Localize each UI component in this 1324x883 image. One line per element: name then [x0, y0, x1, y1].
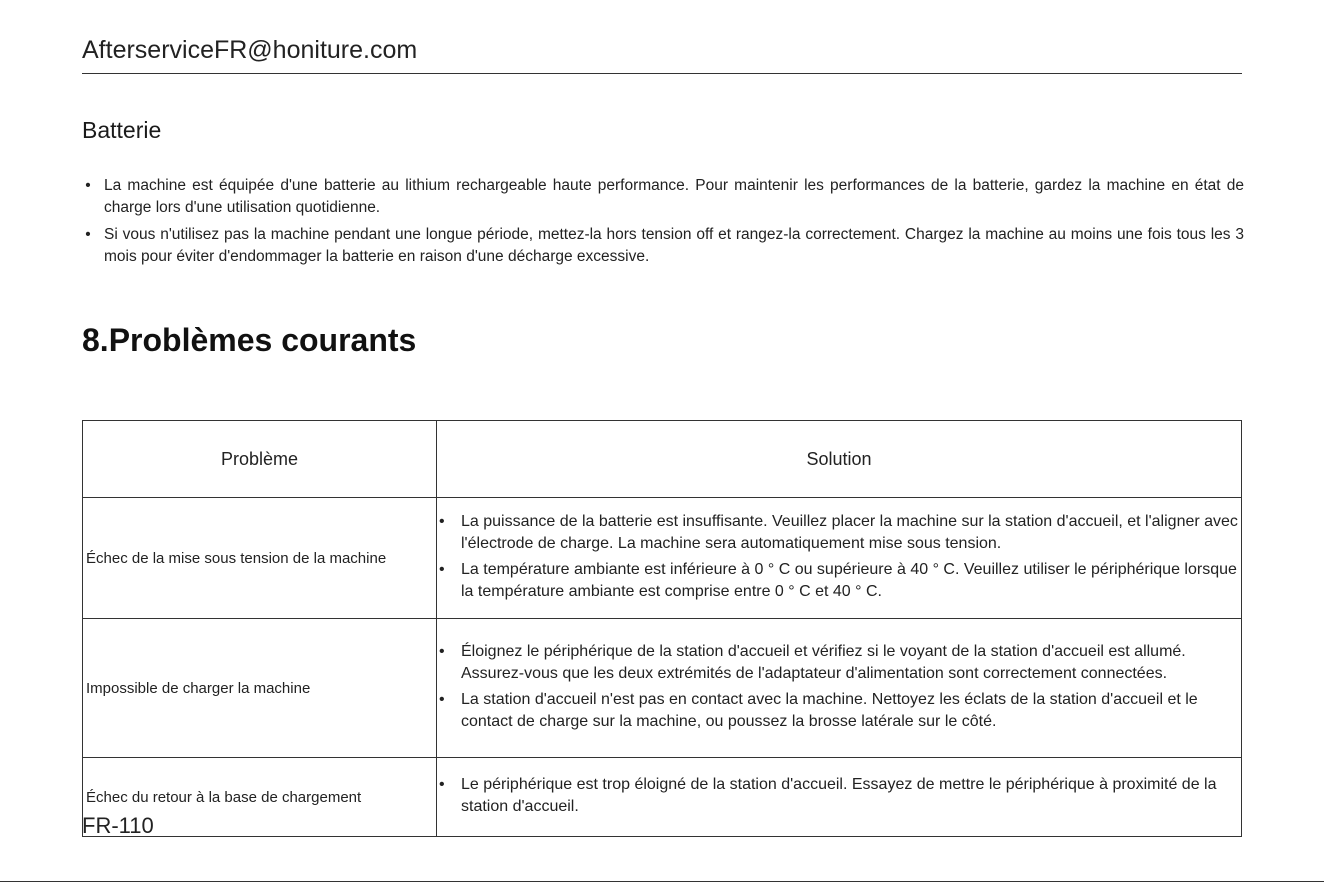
- page-number: FR-110: [82, 813, 154, 838]
- solution-text: La puissance de la batterie est insuffisante. Veuillez placer la machine sur la station d'accueil, et l'aligner avec l'électrode de charge. La machine sera automatiquement mise sous tension.: [461, 513, 1238, 552]
- list-item: [82, 175, 1244, 219]
- solution-cell: [437, 758, 1242, 837]
- chapter-title: 8.Problèmes courants: [82, 322, 417, 358]
- list-item: [437, 559, 1239, 603]
- problem-cell: Échec de la mise sous tension de la machine: [83, 498, 437, 619]
- solution-text: La station d'accueil n'est pas en contact avec la machine. Nettoyez les éclats de la station d'accueil et le contact de charge sur la machine, ou poussez la brosse latérale sur le côté.: [461, 691, 1198, 730]
- footer-rule: [0, 881, 1324, 882]
- column-header-problem: Problème: [83, 421, 437, 498]
- bullet-icon: •: [439, 776, 445, 793]
- table-row: [83, 758, 1242, 837]
- list-item: [437, 774, 1239, 818]
- list-item: [437, 689, 1239, 733]
- bullet-icon: •: [85, 226, 91, 243]
- list-item: [437, 511, 1239, 555]
- problem-cell: Impossible de charger la machine: [83, 619, 437, 758]
- bullet-icon: •: [439, 513, 445, 530]
- solution-text: Éloignez le périphérique de la station d'accueil et vérifiez si le voyant de la station d'accueil est allumé. Assurez-vous que les deux extrémités de l'adaptateur d'alimentation sont correctement connectées.: [461, 643, 1186, 682]
- solution-cell: [437, 498, 1242, 619]
- column-header-solution: Solution: [437, 421, 1242, 498]
- problems-table: [82, 420, 1242, 837]
- section-title-battery: Batterie: [82, 117, 162, 143]
- header-rule: [82, 73, 1242, 74]
- battery-bullet-list: [82, 175, 1244, 273]
- solution-cell: [437, 619, 1242, 758]
- bullet-icon: •: [439, 643, 445, 660]
- bullet-icon: •: [85, 177, 91, 194]
- problem-cell: Échec du retour à la base de chargement: [83, 758, 437, 837]
- solution-text: Le périphérique est trop éloigné de la station d'accueil. Essayez de mettre le périphérique à proximité de la station d'accueil.: [461, 776, 1217, 815]
- list-item: [437, 641, 1239, 685]
- solution-text: La température ambiante est inférieure à 0 ° C ou supérieure à 40 ° C. Veuillez utiliser le périphérique lorsque la température ambiante est comprise entre 0 ° C et 40 ° C.: [461, 561, 1237, 600]
- table-header-row: [83, 421, 1242, 498]
- bullet-icon: •: [439, 561, 445, 578]
- bullet-icon: •: [439, 691, 445, 708]
- header-email: AfterserviceFR@honiture.com: [82, 36, 418, 64]
- table-row: [83, 619, 1242, 758]
- bullet-text: La machine est équipée d'une batterie au lithium rechargeable haute performance. Pour maintenir les performances de la batterie, gardez la machine en état de charge lors d'une utilisation quotidienne.: [104, 177, 1244, 216]
- bullet-text: Si vous n'utilisez pas la machine pendant une longue période, mettez-la hors tension off et rangez-la correctement. Chargez la machine au moins une fois tous les 3 mois pour éviter d'endommager la batterie en raison d'une décharge excessive.: [104, 226, 1244, 265]
- table-row: [83, 498, 1242, 619]
- list-item: [82, 224, 1244, 268]
